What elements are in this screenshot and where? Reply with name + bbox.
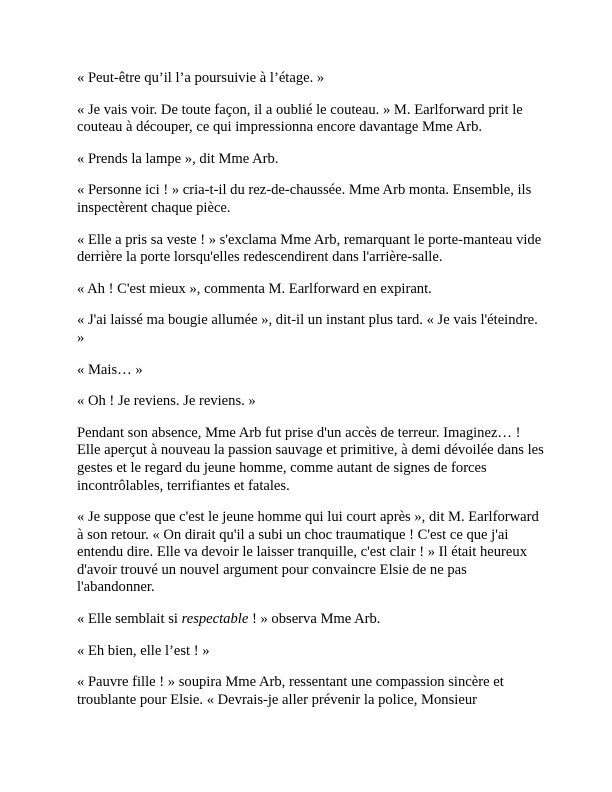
paragraph-1 <box>77 70 547 88</box>
paragraph-text: « Je vais voir. De toute façon, il a oublié le couteau. » M. Earlforward prit le couteau à découper, ce qui impressionna encore davantage Mme Arb. <box>77 101 523 136</box>
paragraph-3 <box>77 151 547 169</box>
paragraph-text: « Oh ! Je reviens. Je reviens. » <box>77 393 256 410</box>
paragraph-text: « Elle semblait si <box>77 611 182 628</box>
paragraph-5 <box>77 232 547 267</box>
paragraph-text: « Peut-être qu’il l’a poursuivie à l’étage. » <box>77 70 325 86</box>
paragraph-text: « Prends la lampe », dit Mme Arb. <box>77 150 279 167</box>
paragraph-6 <box>77 281 547 299</box>
paragraph-14 <box>77 674 547 709</box>
paragraph-4 <box>77 182 547 217</box>
paragraph-12 <box>77 611 547 629</box>
paragraph-text: « J'ai laissé ma bougie allumée », dit-il un instant plus tard. « Je vais l'éteindre. » <box>77 312 538 346</box>
paragraph-text: « Ah ! C'est mieux », commenta M. Earlforward en expirant. <box>77 280 432 297</box>
paragraph-text: « Eh bien, elle l’est ! » <box>77 642 210 659</box>
paragraph-text: « Elle a pris sa veste ! » s'exclama Mme Arb, remarquant le porte-manteau vide derrière la porte lorsqu'elles redescendirent dans l'arrière-salle. <box>77 231 542 266</box>
paragraph-text: « Personne ici ! » cria-t-il du rez-de-chaussée. Mme Arb monta. Ensemble, ils inspectèrent chaque pièce. <box>77 182 532 216</box>
paragraph-text: « Je suppose que c'est le jeune homme qui lui court après », dit M. Earlforward à son retour. « On dirait qu'il a subi un choc traumatique ! C'est ce que j'ai entendu dire. Elle va devoir le laisser tranquille, c'est clair ! » Il était heureux d'avoir trouvé un nouvel argument pour convaincre Elsie de ne pas l'abandonner. <box>77 509 539 596</box>
paragraph-2 <box>77 102 547 137</box>
paragraph-text: « Mais… » <box>77 361 143 378</box>
paragraph-11 <box>77 509 547 597</box>
paragraph-7 <box>77 312 547 347</box>
emphasized-word: respectable <box>181 611 249 628</box>
paragraph-text: Pendant son absence, Mme Arb fut prise d'un accès de terreur. Imaginez… ! Elle aperçut à nouveau la passion sauvage et primitive, à demi dévoilée dans les gestes et le regard du jeune homme, comme autant de signes de forces incontrôlables, terrifiantes et fatales. <box>77 424 544 494</box>
paragraph-text: « Pauvre fille ! » soupira Mme Arb, ressentant une compassion sincère et troublante pour Elsie. « Devrais-je aller prévenir la police, Monsieur <box>77 674 504 708</box>
paragraph-text: ! » observa Mme Arb. <box>248 611 381 628</box>
paragraph-9 <box>77 393 547 411</box>
document-page <box>77 70 547 723</box>
paragraph-8 <box>77 362 547 380</box>
paragraph-10 <box>77 425 547 495</box>
paragraph-13 <box>77 643 547 661</box>
